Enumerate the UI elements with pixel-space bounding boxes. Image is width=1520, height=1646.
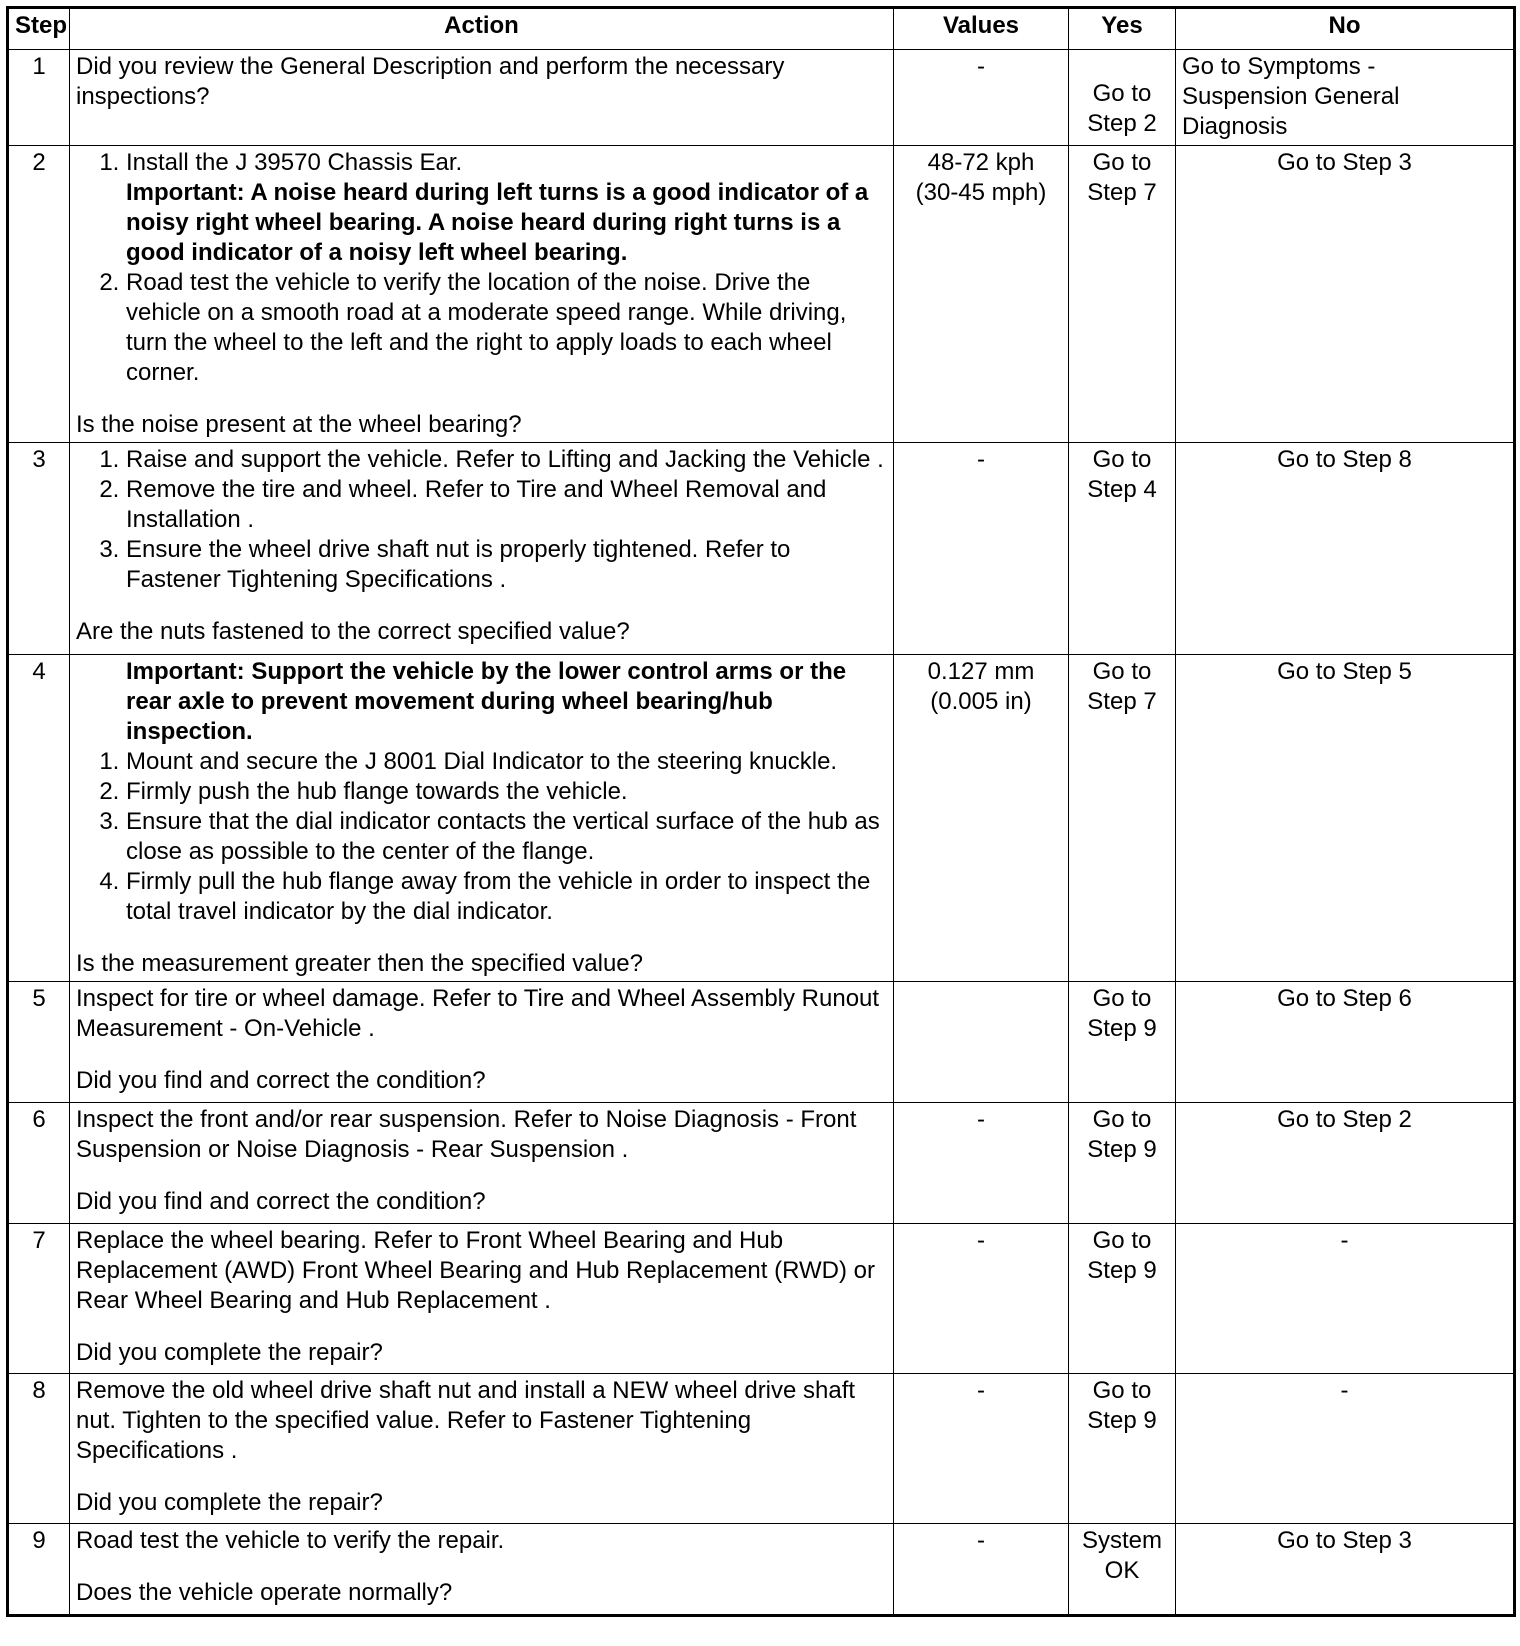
action-cell (70, 655, 894, 982)
no-link[interactable]: Go to Step 5 (1176, 655, 1515, 982)
action-cell (70, 146, 894, 443)
value-cell (894, 146, 1069, 443)
value-cell (894, 982, 1069, 1103)
important-note: Important: Support the vehicle by the lower control arms or the rear axle to prevent movement during wheel bearing/hub inspection. (126, 658, 847, 745)
table-row (8, 146, 1515, 443)
list-item (126, 268, 887, 388)
action-cell (70, 1374, 894, 1524)
no-link[interactable]: - (1176, 1224, 1515, 1374)
value-line: 0.127 mm (927, 658, 1035, 685)
action-question: Is the measurement greater then the specified value? (76, 950, 643, 977)
step-number: 8 (8, 1374, 70, 1524)
no-link[interactable]: Go to Step 3 (1176, 1524, 1515, 1616)
action-cell (70, 1524, 894, 1616)
action-text: Remove the old wheel drive shaft nut and install a NEW wheel drive shaft nut. Tighten to the specified value. Refer to Fastener Tightening Specifications . (76, 1377, 856, 1464)
value-line: (30-45 mph) (915, 179, 1047, 206)
yes-link[interactable]: Go to Step 9 (1069, 982, 1176, 1103)
no-link[interactable]: - (1176, 1374, 1515, 1524)
action-question: Did you find and correct the condition? (76, 1188, 486, 1215)
table-row (8, 1524, 1515, 1616)
list-item: 4. Firmly pull the hub flange away from the vehicle in order to inspect the total travel indicator by the dial indicator. (126, 867, 887, 927)
action-text: Inspect the front and/or rear suspension. Refer to Noise Diagnosis - Front Suspension or Noise Diagnosis - Rear Suspension . (76, 1106, 857, 1163)
list-item: 2. Firmly push the hub flange towards the vehicle. (126, 777, 887, 807)
step-number: 1 (8, 50, 70, 146)
step-number: 4 (8, 655, 70, 982)
action-question: Did you find and correct the condition? (76, 1067, 486, 1094)
step-number: 5 (8, 982, 70, 1103)
table-row (8, 443, 1515, 655)
table-row (8, 1374, 1515, 1524)
action-cell (70, 50, 894, 146)
action-question: Did you complete the repair? (76, 1339, 383, 1366)
action-question: Are the nuts fastened to the correct specified value? (76, 618, 630, 645)
value-cell: - (894, 1224, 1069, 1374)
list-item: 1. Mount and secure the J 8001 Dial Indicator to the steering knuckle. (126, 747, 887, 777)
action-list (76, 445, 887, 595)
action-question: Is the noise present at the wheel bearing? (76, 411, 522, 438)
action-cell (70, 443, 894, 655)
no-link[interactable]: Go to Step 3 (1176, 146, 1515, 443)
action-text: Road test the vehicle to verify the repair. (76, 1527, 505, 1554)
table-row (8, 50, 1515, 146)
step-number: 3 (8, 443, 70, 655)
header-values: Values (894, 8, 1069, 50)
yes-link[interactable]: Go to Step 4 (1069, 443, 1176, 655)
no-link[interactable]: Go to Symptoms - Suspension General Diagnosis (1176, 50, 1515, 146)
no-link[interactable]: Go to Step 6 (1176, 982, 1515, 1103)
yes-link[interactable]: Go to Step 2 (1069, 50, 1176, 146)
header-no: No (1176, 8, 1515, 50)
yes-link[interactable]: Go to Step 7 (1069, 655, 1176, 982)
yes-link[interactable]: Go to Step 9 (1069, 1374, 1176, 1524)
no-link[interactable]: Go to Step 8 (1176, 443, 1515, 655)
yes-link[interactable]: Go to Step 7 (1069, 146, 1176, 443)
yes-link[interactable]: System OK (1069, 1524, 1176, 1616)
action-question: Does the vehicle operate normally? (76, 1579, 453, 1606)
action-text: Did you review the General Description and perform the necessary inspections? (76, 53, 785, 110)
table-header-row (8, 8, 1515, 50)
action-cell (70, 982, 894, 1103)
value-line: (0.005 in) (930, 688, 1032, 715)
action-question: Did you complete the repair? (76, 1489, 383, 1516)
list-item: 2. Remove the tire and wheel. Refer to Tire and Wheel Removal and Installation . (126, 475, 887, 535)
value-cell: - (894, 1524, 1069, 1616)
yes-link[interactable]: Go to Step 9 (1069, 1224, 1176, 1374)
list-item: 1. Raise and support the vehicle. Refer to Lifting and Jacking the Vehicle . (126, 445, 887, 475)
diagnostic-table (6, 6, 1516, 1617)
no-link[interactable]: Go to Step 2 (1176, 1103, 1515, 1224)
table-row (8, 982, 1515, 1103)
table-row (8, 1103, 1515, 1224)
action-cell (70, 1224, 894, 1374)
action-cell (70, 1103, 894, 1224)
value-cell: - (894, 50, 1069, 146)
header-yes: Yes (1069, 8, 1176, 50)
step-number: 9 (8, 1524, 70, 1616)
table-row (8, 1224, 1515, 1374)
value-cell: - (894, 1103, 1069, 1224)
action-item-text: Road test the vehicle to verify the location of the noise. Drive the vehicle on a smooth road at a moderate speed range. While driving, turn the wheel to the left and the right to apply loads to each wheel corner. (126, 269, 847, 386)
action-list (76, 747, 887, 927)
list-item: 3. Ensure the wheel drive shaft nut is properly tightened. Refer to Fastener Tightening Specifications . (126, 535, 887, 595)
step-number: 6 (8, 1103, 70, 1224)
step-number: 7 (8, 1224, 70, 1374)
value-line: 48-72 kph (927, 149, 1035, 176)
value-cell: - (894, 1374, 1069, 1524)
yes-link[interactable]: Go to Step 9 (1069, 1103, 1176, 1224)
header-action: Action (70, 8, 894, 50)
important-note: Important: A noise heard during left turns is a good indicator of a noisy right wheel bearing. A noise heard during right turns is a good indicator of a noisy left wheel bearing. (126, 179, 869, 266)
value-cell: - (894, 443, 1069, 655)
value-cell (894, 655, 1069, 982)
table-row (8, 655, 1515, 982)
header-step: Step (8, 8, 70, 50)
action-text: Inspect for tire or wheel damage. Refer to Tire and Wheel Assembly Runout Measurement - On-Vehicle . (76, 985, 880, 1042)
list-item (126, 148, 887, 268)
action-item-text: Install the J 39570 Chassis Ear. (126, 149, 463, 176)
action-list (76, 148, 887, 388)
list-item: 3. Ensure that the dial indicator contacts the vertical surface of the hub as close as possible to the center of the flange. (126, 807, 887, 867)
step-number: 2 (8, 146, 70, 443)
action-text: Replace the wheel bearing. Refer to Front Wheel Bearing and Hub Replacement (AWD) Front Wheel Bearing and Hub Replacement (RWD) or Rear Wheel Bearing and Hub Replacement . (76, 1227, 875, 1314)
